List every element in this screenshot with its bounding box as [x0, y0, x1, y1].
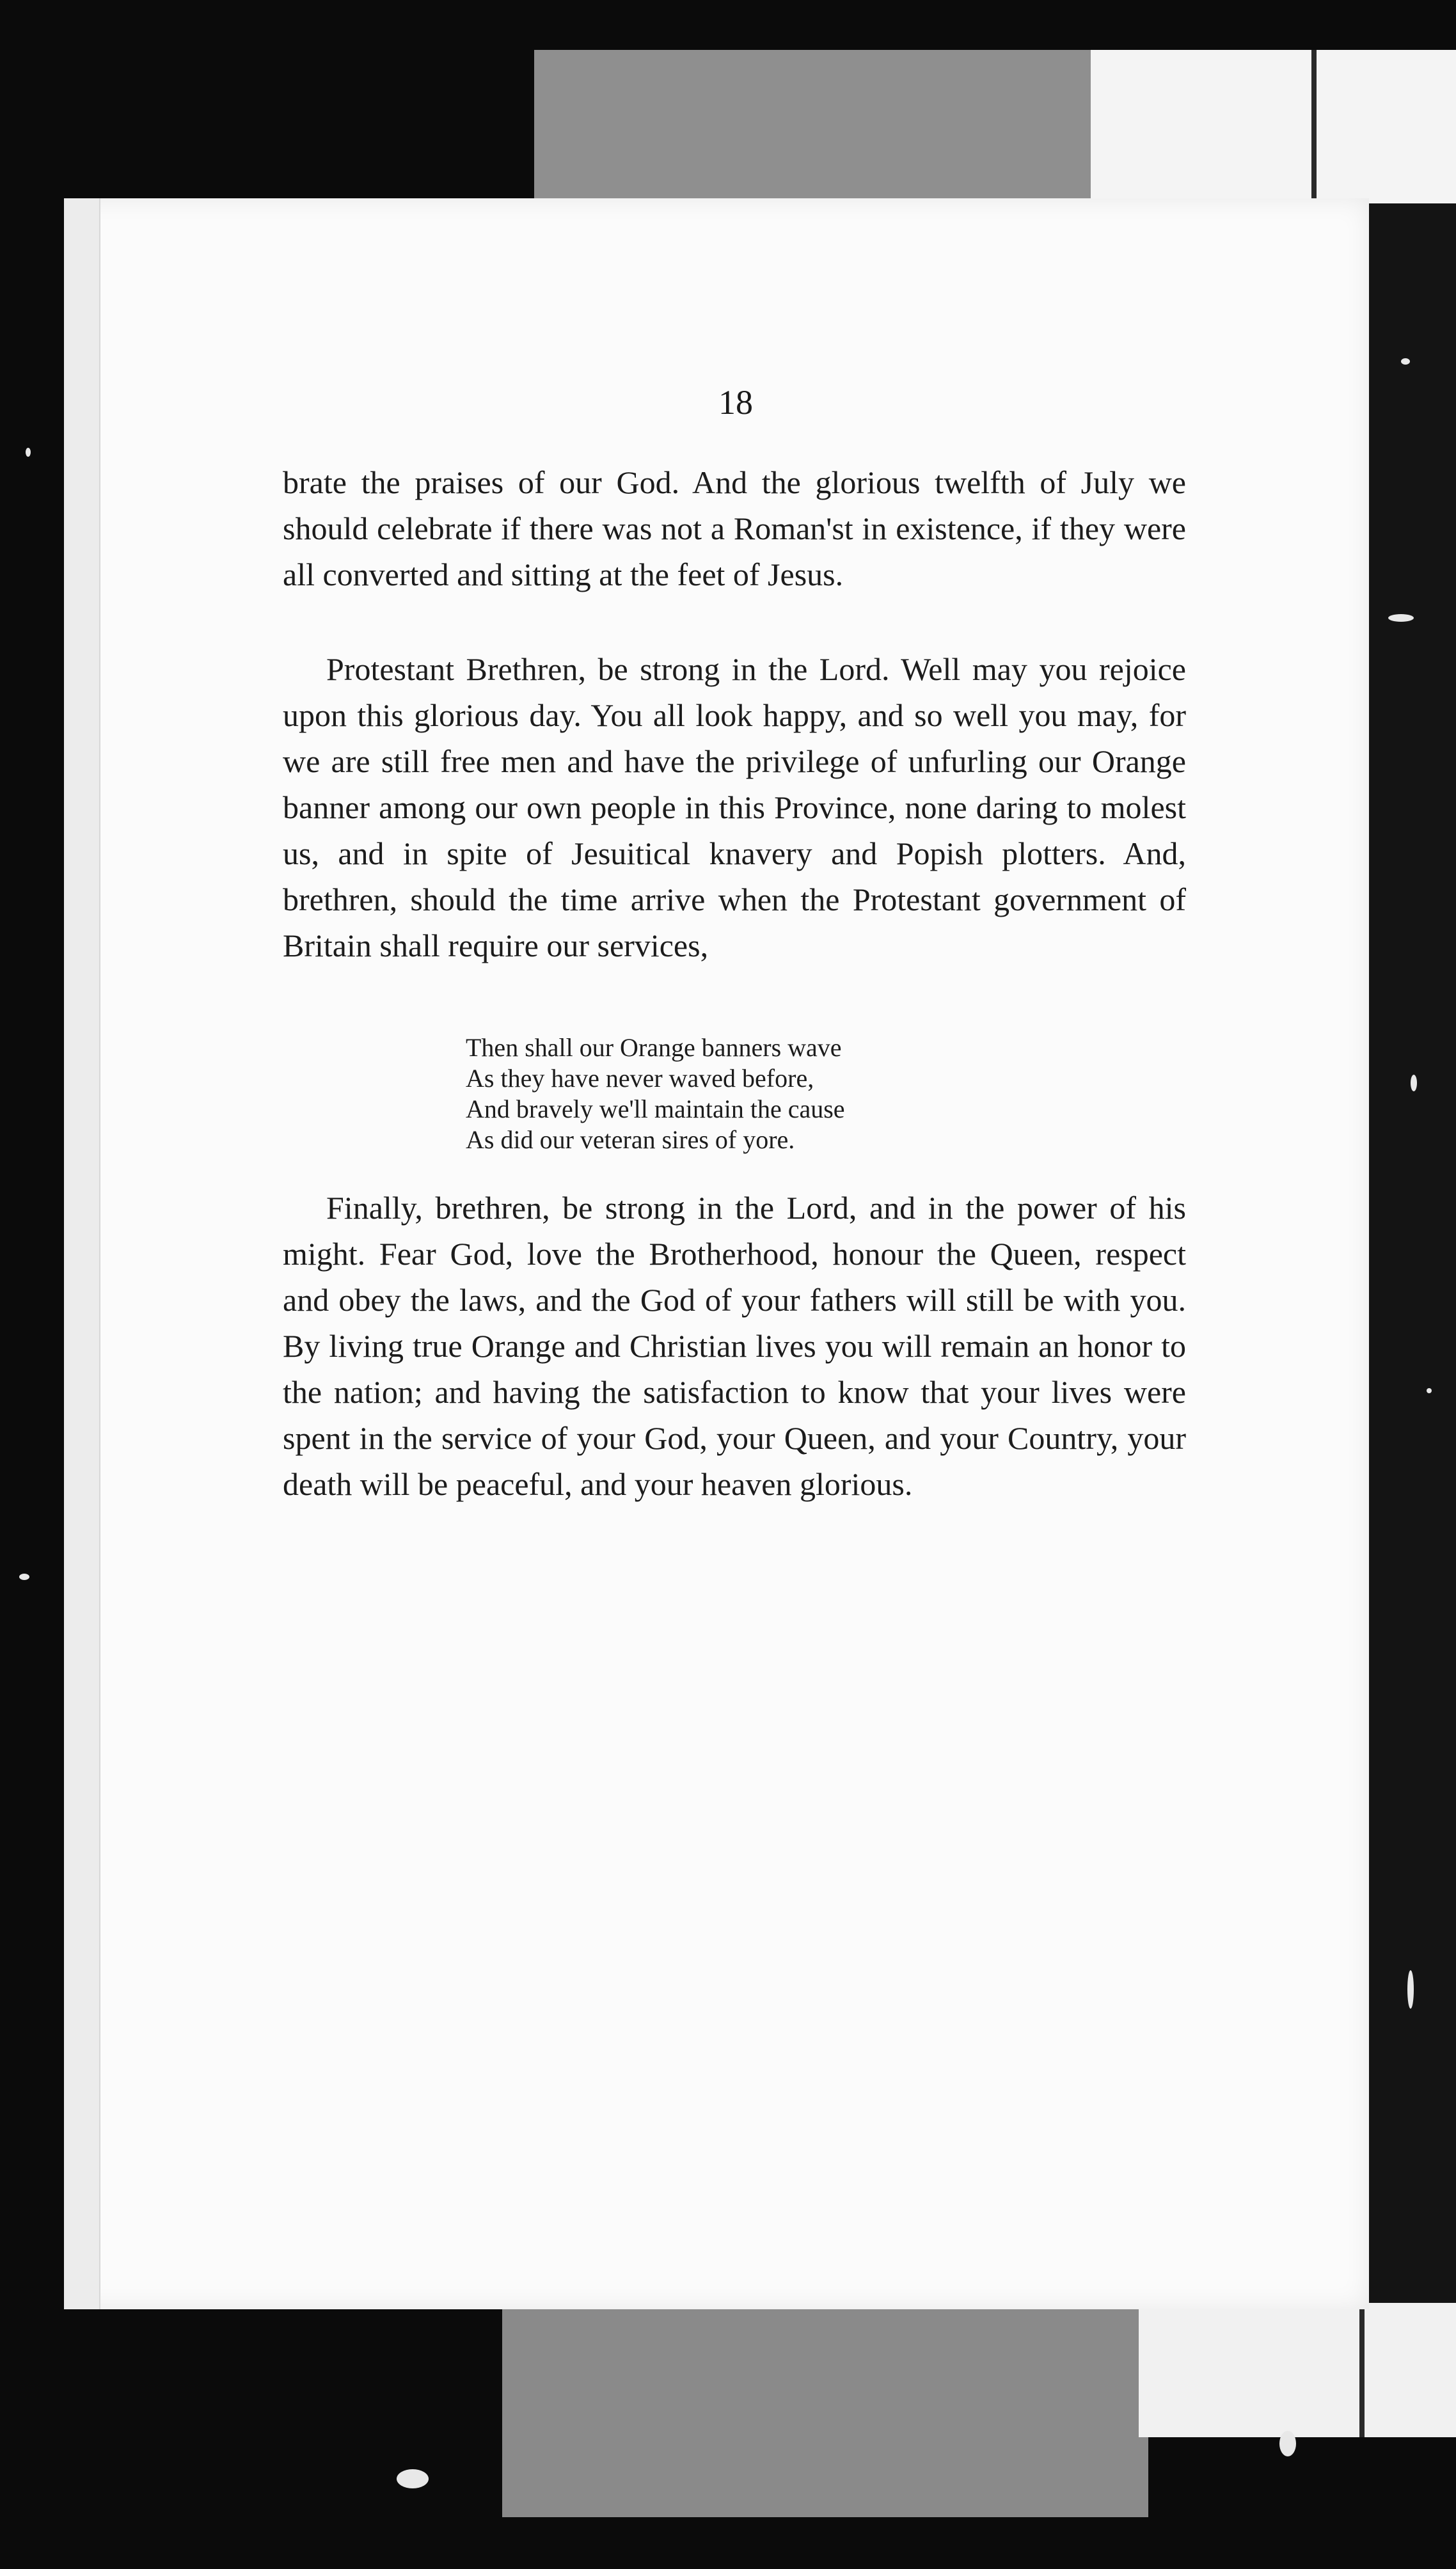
paragraph-2 — [283, 646, 1186, 968]
bottom-tab-divider — [1359, 2303, 1365, 2437]
verse-line-1: Then shall our Orange banners wave — [466, 1033, 842, 1062]
scan-speck — [1411, 1075, 1417, 1091]
page-binding-edge — [64, 198, 100, 2309]
scan-speck — [26, 448, 31, 457]
verse-block — [466, 1032, 1041, 1155]
page-number: 18 — [718, 383, 753, 422]
verse-line-2: As they have never waved before, — [466, 1064, 814, 1093]
scan-speck — [397, 2469, 429, 2488]
scan-speck — [1427, 1388, 1432, 1393]
top-white-tab — [1091, 50, 1456, 203]
scan-speck — [1388, 614, 1414, 622]
verse-line-4: As did our veteran sires of yore. — [466, 1125, 795, 1154]
paragraph-3 — [283, 1185, 1186, 1507]
bottom-gray-tab — [502, 2296, 1148, 2517]
scan-speck — [19, 1574, 29, 1580]
paragraph-1-text: brate the praises of our God. And the glorious twelfth of July we should celebrate if there was not a Roman'st in existence, if they were all converted and sitting at the feet of Jesus. — [283, 464, 1186, 592]
paragraph-2-text: Protestant Brethren, be strong in the Lord. Well may you rejoice upon this glorious day. You all look happy, and so well you may, for we are still free men and have the privilege of unfurling our Orange banner among our own people in this Province, none daring to molest us, and in spite of Jesuitical knavery and Popish plotters. And, brethren, should the time arrive when the Protestant government of Britain shall require our services, — [283, 651, 1186, 963]
scan-speck — [1407, 1970, 1414, 2009]
scan-speck — [1401, 358, 1410, 365]
paragraph-3-text: Finally, brethren, be strong in the Lord, and in the power of his might. Fear God, love the Brotherhood, honour the Queen, respect and obey the laws, and the God of your fathers will still be with you. By living true Orange and Christian lives you will remain an honor to the nation; and having the satisfaction to know that your lives were spent in the service of your God, your Queen, and your Country, your death will be peaceful, and your heaven glorious. — [283, 1190, 1186, 1502]
paragraph-1 — [283, 459, 1186, 597]
top-tab-divider — [1311, 50, 1317, 203]
bottom-white-tab — [1139, 2303, 1456, 2437]
scan-speck — [1279, 2431, 1296, 2456]
top-gray-tab — [534, 50, 1091, 203]
verse-line-3: And bravely we'll maintain the cause — [466, 1095, 845, 1123]
